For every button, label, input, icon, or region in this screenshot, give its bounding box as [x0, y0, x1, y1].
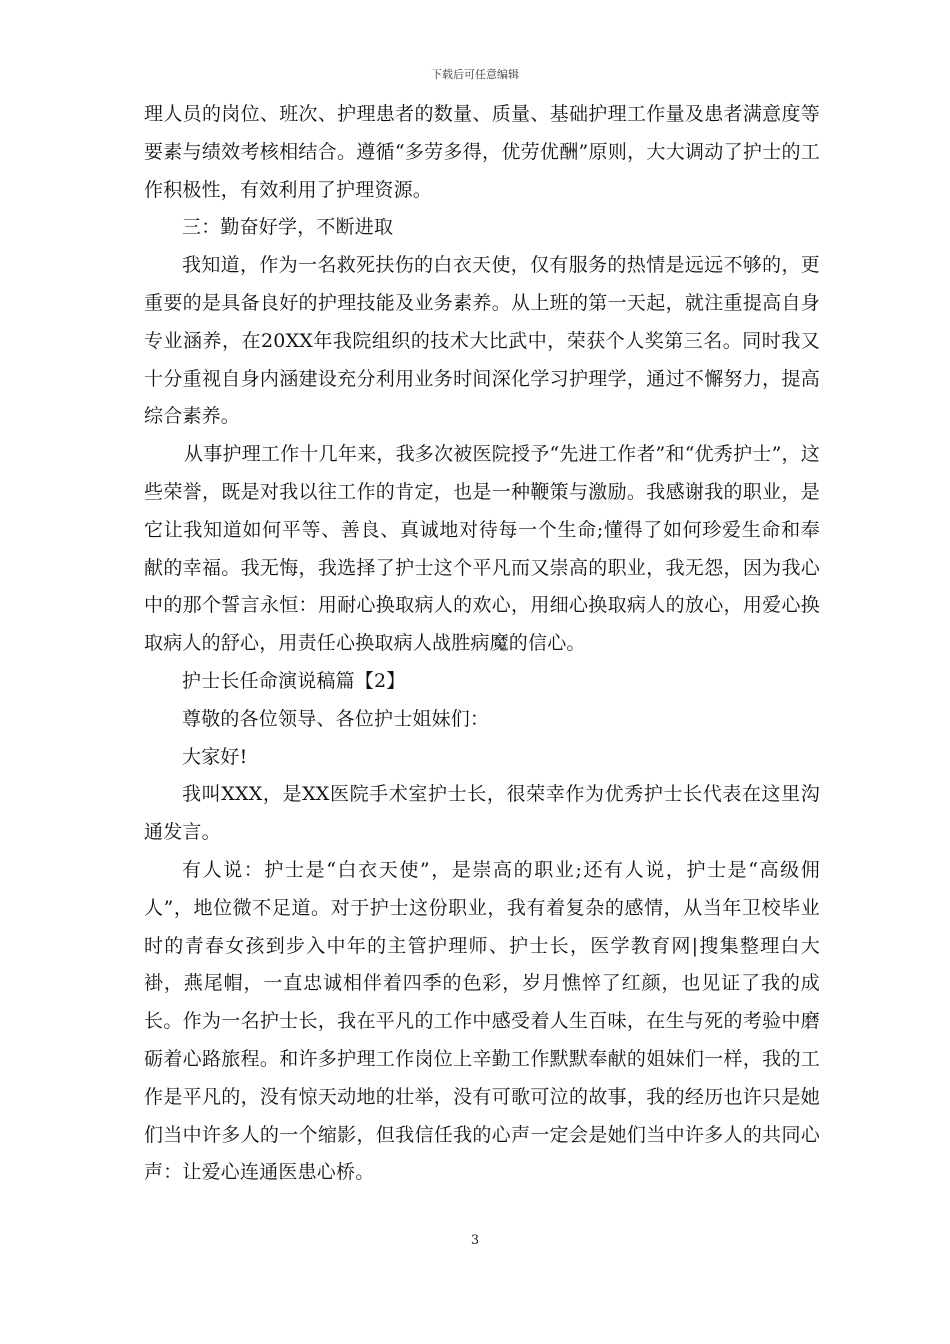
section-heading-3: 三：勤奋好学，不断进取 [182, 216, 394, 239]
document-body [144, 96, 820, 1192]
salutation: 尊敬的各位领导、各位护士姐妹们： [182, 707, 490, 730]
paragraph-5: 有人说：护士是“白衣天使”，是崇高的职业;还有人说，护士是“高级佣人”，地位微不足道。对于护士这份职业，我有着复杂的感情，从当年卫校毕业时的青春女孩到步入中年的主管护理师、护士长，医学教育网|搜集整理白大褂，燕尾帽，一直忠诚相伴着四季的色彩，岁月憔悴了红颜，也见证了我的成长。作为一名护士长，我在平凡的工作中感受着人生百味，在生与死的考验中磨砺着心路旅程。和许多护理工作岗位上辛勤工作默默奉献的姐妹们一样，我的工作是平凡的，没有惊天动地的壮举，没有可歌可泣的故事，我的经历也许只是她们当中许多人的一个缩影，但我信任我的心声一定会是她们当中许多人的共同心声：让爱心连通医患心桥。 [144, 858, 820, 1184]
page-header: 下载后可任意编辑 [431, 68, 519, 81]
paragraph-4: 我叫XXX，是XX医院手术室护士长，很荣幸作为优秀护士长代表在这里沟通发言。 [144, 783, 820, 844]
speech-title: 护士长任命演说稿篇【2】 [182, 669, 406, 692]
greeting: 大家好! [182, 745, 248, 768]
page-number: 3 [470, 1233, 480, 1248]
paragraph-3: 从事护理工作十几年来，我多次被医院授予“先进工作者”和“优秀护士”，这些荣誉，既是对我以往工作的肯定，也是一种鞭策与激励。我感谢我的职业，是它让我知道如何平等、善良、真诚地对待每一个生命;懂得了如何珍爱生命和奉献的幸福。我无悔，我选择了护士这个平凡而又崇高的职业，我无怨，因为我心中的那个誓言永恒：用耐心换取病人的欢心，用细心换取病人的放心，用爱心换取病人的舒心，用责任心换取病人战胜病魔的信心。 [144, 443, 820, 655]
paragraph-1: 理人员的岗位、班次、护理患者的数量、质量、基础护理工作量及患者满意度等要素与绩效考核相结合。遵循“多劳多得，优劳优酬”原则，大大调动了护士的工作积极性，有效利用了护理资源。 [144, 103, 820, 201]
paragraph-2: 我知道，作为一名救死扶伤的白衣天使，仅有服务的热情是远远不够的，更重要的是具备良好的护理技能及业务素养。从上班的第一天起，就注重提高自身专业涵养，在20XX年我院组织的技术大比武中，荣获个人奖第三名。同时我又十分重视自身内涵建设充分利用业务时间深化学习护理学，通过不懈努力，提高综合素养。 [144, 254, 820, 428]
